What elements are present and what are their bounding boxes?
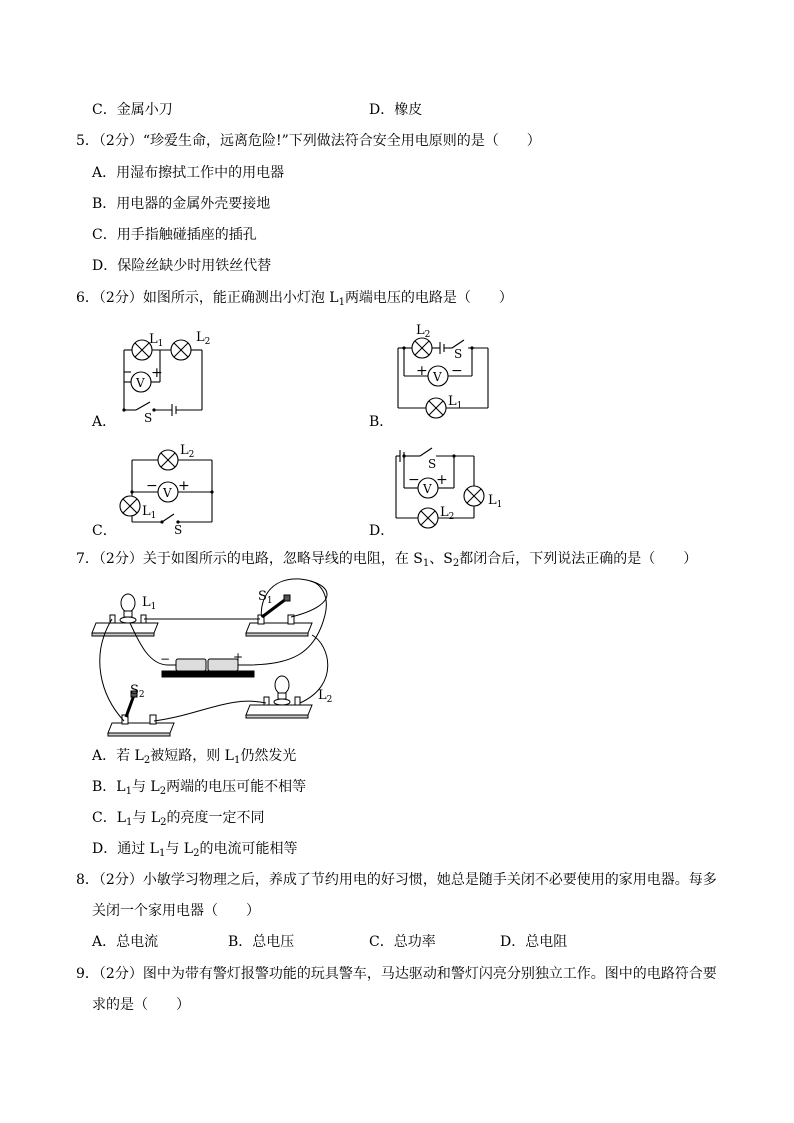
q9-stem-line2: 求的是（ ） — [92, 997, 190, 1013]
svg-text:L2: $L_2$ — [440, 505, 455, 522]
svg-text:S: S — [454, 347, 463, 361]
svg-text:+: + — [178, 478, 190, 494]
svg-text:S1: $S_1$ — [258, 589, 273, 606]
svg-text:−: − — [451, 363, 463, 379]
q5-option-c: C．用手指触碰插座的插孔 — [92, 227, 257, 243]
q6-label-b: B． — [369, 414, 394, 430]
q4-option-c: C．金属小刀 — [92, 102, 173, 118]
svg-text:L2: $L_2$ — [318, 688, 333, 705]
svg-text:S: S — [428, 457, 437, 471]
svg-text:L1: $L_1$ — [142, 595, 157, 612]
svg-text:L2: $L_2$ — [196, 330, 211, 347]
svg-text:S2: $S_2$ — [130, 683, 145, 700]
q8-stem-line2: 关闭一个家用电器（ ） — [92, 903, 260, 919]
svg-text:V: V — [163, 486, 172, 500]
q6-circuit-d — [388, 442, 508, 537]
q7-physical-circuit — [90, 575, 350, 740]
q7-option-c: C．$L_1$与 $L_2$的亮度一定不同 — [92, 810, 265, 828]
svg-text:+: + — [436, 472, 448, 488]
q6-label-d: D． — [369, 523, 395, 539]
q6-label-a: A． — [92, 414, 117, 430]
svg-text:−: − — [160, 652, 171, 666]
svg-text:+: + — [416, 363, 428, 379]
svg-text:V: V — [433, 370, 442, 384]
svg-text:L2: $L_2$ — [416, 323, 431, 340]
svg-text:L1: $L_1$ — [149, 332, 164, 349]
q8-option-d: D．总电阻 — [500, 934, 568, 950]
q5-option-b: B．用电器的金属外壳要接地 — [92, 196, 271, 212]
svg-text:−: − — [146, 478, 158, 494]
svg-text:L2: $L_2$ — [180, 443, 195, 460]
q6-label-c: C． — [92, 523, 117, 539]
q6-circuit-a — [112, 322, 222, 425]
q4-option-d: D．橡皮 — [369, 102, 423, 118]
svg-text:V: V — [423, 482, 432, 496]
q8-option-c: C．总功率 — [369, 934, 436, 950]
q7-stem: 7．（2分）关于如图所示的电路，忽略导线的电阻，在 $S_1$、$S_2$都闭合后，下列说法正确的是（ ） — [76, 551, 698, 569]
q6-stem: 6．（2分）如图所示，能正确测出小灯泡 $L_1$两端电压的电路是（ ） — [76, 290, 513, 308]
svg-text:S: S — [174, 523, 183, 537]
q6-circuit-b — [390, 320, 500, 415]
q8-stem-line1: 8．（2分）小敏学习物理之后，养成了节约用电的好习惯，她总是随手关闭不必要使用的家用电器。每多 — [76, 872, 717, 888]
svg-text:−: − — [408, 472, 420, 488]
q5-option-a: A．用湿布擦拭工作中的用电器 — [92, 165, 285, 181]
svg-text:+: + — [233, 650, 244, 664]
q8-option-b: B．总电压 — [228, 934, 295, 950]
q8-option-a: A．总电流 — [92, 934, 159, 950]
q6-circuit-c — [112, 440, 222, 535]
q7-option-b: B．$L_1$与 $L_2$两端的电压可能不相等 — [92, 779, 307, 797]
q5-option-d: D．保险丝缺少时用铁丝代替 — [92, 258, 272, 274]
svg-text:L1: $L_1$ — [448, 394, 463, 411]
q7-option-a: A．若 $L_2$被短路，则 $L_1$仍然发光 — [92, 748, 297, 766]
q9-stem-line1: 9．（2分）图中为带有警灯报警功能的玩具警车，马达驱动和警灯闪亮分别独立工作。图中的电路符合要 — [76, 966, 717, 982]
svg-text:+: + — [151, 365, 163, 381]
q5-stem: 5．（2分）“珍爱生命，远离危险!”下列做法符合安全用电原则的是（ ） — [76, 133, 541, 149]
q7-option-d: D．通过 $L_1$与 $L_2$的电流可能相等 — [92, 841, 298, 859]
svg-text:S: S — [144, 411, 153, 425]
svg-text:V: V — [136, 376, 145, 390]
svg-text:L1: $L_1$ — [142, 504, 157, 521]
svg-text:L1: $L_1$ — [488, 493, 503, 510]
